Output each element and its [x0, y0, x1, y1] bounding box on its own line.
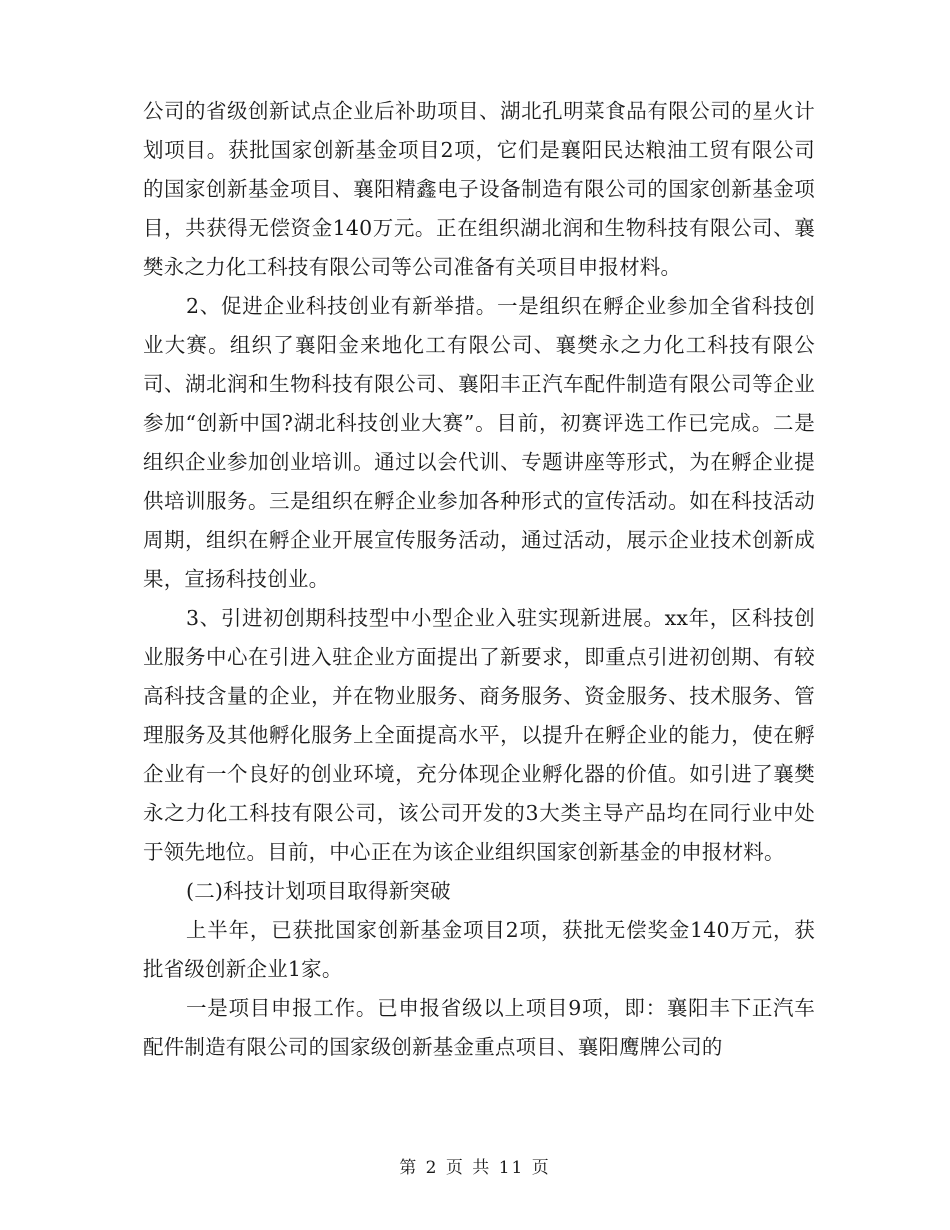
paragraph-project-application: 一是项目申报工作。已申报省级以上项目9项，即：襄阳丰下正汽车配件制造有限公司的国家级创新基金重点项目、襄阳鹰牌公司的 [143, 996, 815, 1059]
document-body [143, 92, 815, 1067]
paragraph-continuation: 公司的省级创新试点企业后补助项目、湖北孔明菜食品有限公司的星火计划项目。获批国家创新基金项目2项，它们是襄阳民达粮油工贸有限公司的国家创新基金项目、襄阳精鑫电子设备制造有限公司的国家创新基金项目，共获得无偿资金140万元。正在组织湖北润和生物科技有限公司、襄樊永之力化工科技有限公司等公司准备有关项目申报材料。 [143, 99, 815, 279]
paragraph-startup-measures: 2、促进企业科技创业有新举措。一是组织在孵企业参加全省科技创业大赛。组织了襄阳金来地化工有限公司、襄樊永之力化工科技有限公司、湖北润和生物科技有限公司、襄阳丰正汽车配件制造有限公司等企业参加“创新中国?湖北科技创业大赛”。目前，初赛评选工作已完成。二是组织企业参加创业培训。通过以会代训、专题讲座等形式，为在孵企业提供培训服务。三是组织在孵企业参加各种形式的宣传活动。如在科技活动周期，组织在孵企业开展宣传服务活动，通过活动，展示企业技术创新成果，宣扬科技创业。 [143, 294, 815, 591]
paragraph-incubation-progress: 3、引进初创期科技型中小型企业入驻实现新进展。xx年，区科技创业服务中心在引进入驻企业方面提出了新要求，即重点引进初创期、有较高科技含量的企业，并在物业服务、商务服务、资金服务、技术服务、管理服务及其他孵化服务上全面提高水平，以提升在孵企业的能力，使在孵企业有一个良好的创业环境，充分体现企业孵化器的价值。如引进了襄樊永之力化工科技有限公司，该公司开发的3大类主导产品均在同行业中处于领先地位。目前，中心正在为该企业组织国家创新基金的申报材料。 [143, 606, 815, 864]
section-heading: (二)科技计划项目取得新突破 [186, 879, 451, 903]
paragraph-first-half-summary: 上半年，已获批国家创新基金项目2项，获批无偿奖金140万元，获批省级创新企业1家。 [143, 918, 815, 981]
page-number-footer: 第 2 页 共 11 页 [399, 1158, 551, 1178]
